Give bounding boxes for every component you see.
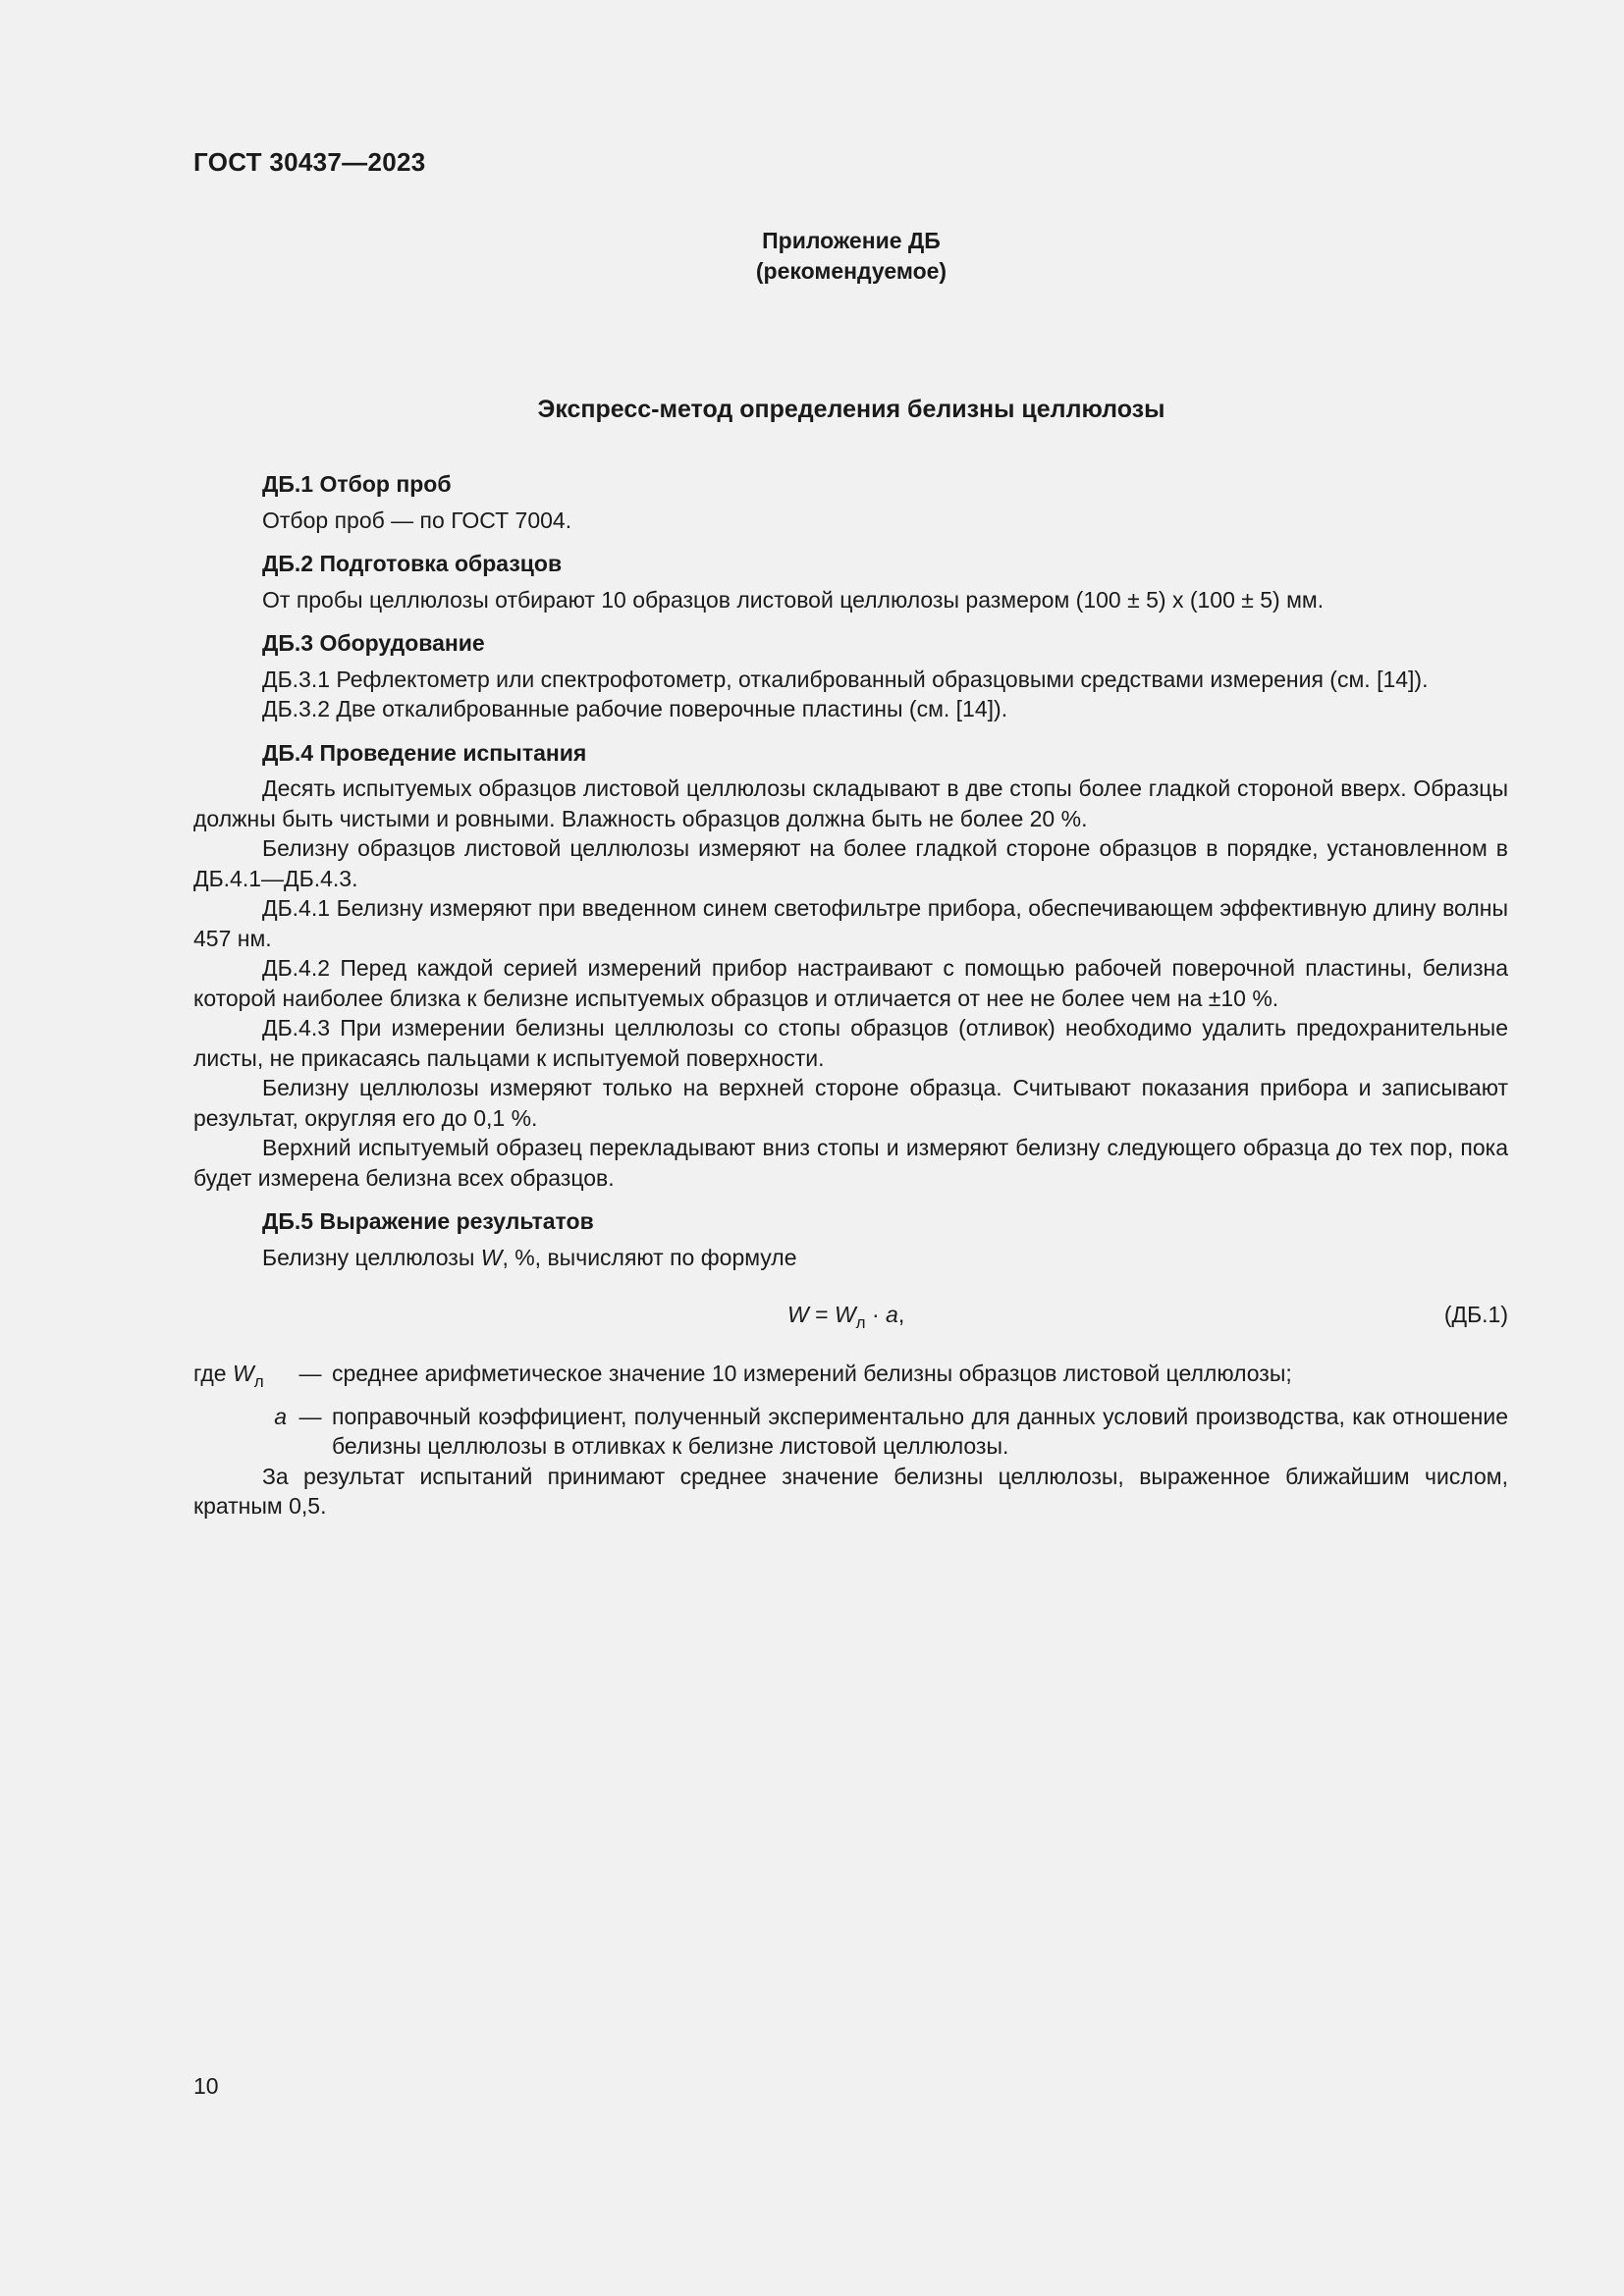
definition-text: среднее арифметическое значение 10 измерений белизны образцов листовой целлюлозы; xyxy=(332,1361,1292,1386)
definition-symbol xyxy=(193,1359,287,1398)
definition-row xyxy=(193,1402,1508,1462)
paragraph: Белизну образцов листовой целлюлозы измеряют на более гладкой стороне образцов в порядке, установленном в ДБ.4.1—ДБ.4.3. xyxy=(193,835,1508,891)
definition-symbol xyxy=(193,1402,287,1432)
formula-number: (ДБ.1) xyxy=(1443,1302,1508,1327)
definition-text: поправочный коэффициент, полученный экспериментально для данных условий производства, как отношение белизны целлюлозы в отливках к белизне листовой целлюлозы. xyxy=(332,1403,1508,1459)
section-heading: ДБ.1 Отбор проб xyxy=(262,471,452,497)
document-title: Экспресс-метод определения белизны целлюлозы xyxy=(537,396,1165,423)
formula-coefficient: a xyxy=(886,1302,898,1327)
paragraph: От пробы целлюлозы отбирают 10 образцов листовой целлюлозы размером (100 ± 5) х (100 ± 5) мм. xyxy=(262,586,1325,613)
paragraph: ДБ.3.1 Рефлектометр или спектрофотометр, откалиброванный образцовыми средствами измерения (см. [14]). xyxy=(262,666,1429,692)
formula-block xyxy=(193,1286,1508,1345)
formula-lhs: W xyxy=(787,1302,809,1327)
section-heading: ДБ.5 Выражение результатов xyxy=(262,1208,594,1234)
definition-variable: a xyxy=(274,1403,287,1429)
paragraph: Десять испытуемых образцов листовой целлюлозы складывают в две стопы более гладкой стороной вверх. Образцы должны быть чистыми и ровными. Влажность образцов должна быть не более 20 %. xyxy=(193,775,1508,831)
page-number: 10 xyxy=(193,2073,219,2099)
formula-operator: · xyxy=(865,1302,887,1327)
paragraph: Белизну целлюлозы измеряют только на верхней стороне образца. Считывают показания прибора и записывают результат, округляя его до 0,1 %. xyxy=(193,1075,1508,1131)
document-body xyxy=(193,469,1508,1522)
formula-rhs-variable: W xyxy=(834,1302,856,1327)
section-heading: ДБ.4 Проведение испытания xyxy=(262,739,587,766)
paragraph: ДБ.4.3 При измерении белизны целлюлозы со стопы образцов (отливок) необходимо удалить предохранительные листы, не прикасаясь пальцами к испытуемой поверхности. xyxy=(193,1015,1508,1071)
paragraph: ДБ.4.2 Перед каждой серией измерений прибор настраивают с помощью рабочей поверочной пластины, белизна которой наиболее близка к белизне испытуемых образцов и отличается от нее не более чем на ±10 %. xyxy=(193,955,1508,1011)
paragraph: Верхний испытуемый образец перекладывают вниз стопы и измеряют белизну следующего образца до тех пор, пока будет измерена белизна всех образцов. xyxy=(193,1135,1508,1191)
definition-dash: — xyxy=(298,1403,322,1429)
formula-tail: , xyxy=(897,1302,905,1327)
formula-intro-tail: , %, вычисляют по формуле xyxy=(502,1244,797,1270)
paragraph: За результат испытаний принимают среднее значение белизны целлюлозы, выраженное ближайшим числом, кратным 0,5. xyxy=(193,1463,1508,1519)
section-heading: ДБ.3 Оборудование xyxy=(262,630,485,656)
definition-variable: W xyxy=(232,1361,254,1386)
definition-subscript: л xyxy=(253,1372,264,1391)
section-heading: ДБ.2 Подготовка образцов xyxy=(262,551,563,576)
definition-dash: — xyxy=(298,1361,322,1386)
paragraph: Отбор проб — по ГОСТ 7004. xyxy=(262,507,572,533)
formula-intro xyxy=(193,1243,1508,1273)
document-id: ГОСТ 30437—2023 xyxy=(193,147,426,177)
formula-equals: = xyxy=(808,1302,835,1327)
formula xyxy=(787,1300,904,1339)
formula-intro-variable: W xyxy=(480,1244,503,1270)
paragraph: ДБ.4.1 Белизну измеряют при введенном синем светофильтре прибора, обеспечивающем эффективную длину волны 457 нм. xyxy=(193,895,1508,951)
definition-row xyxy=(193,1359,1508,1398)
formula-intro-text: Белизну целлюлозы xyxy=(262,1244,481,1270)
definitions-list xyxy=(193,1359,1508,1462)
paragraph: ДБ.3.2 Две откалиброванные рабочие поверочные пластины (см. [14]). xyxy=(262,696,1008,721)
annex-title: Приложение ДБ xyxy=(762,228,941,253)
definition-prefix: где xyxy=(193,1361,233,1386)
formula-rhs-subscript: л xyxy=(855,1313,866,1332)
annex-kind: (рекомендуемое) xyxy=(755,258,947,284)
